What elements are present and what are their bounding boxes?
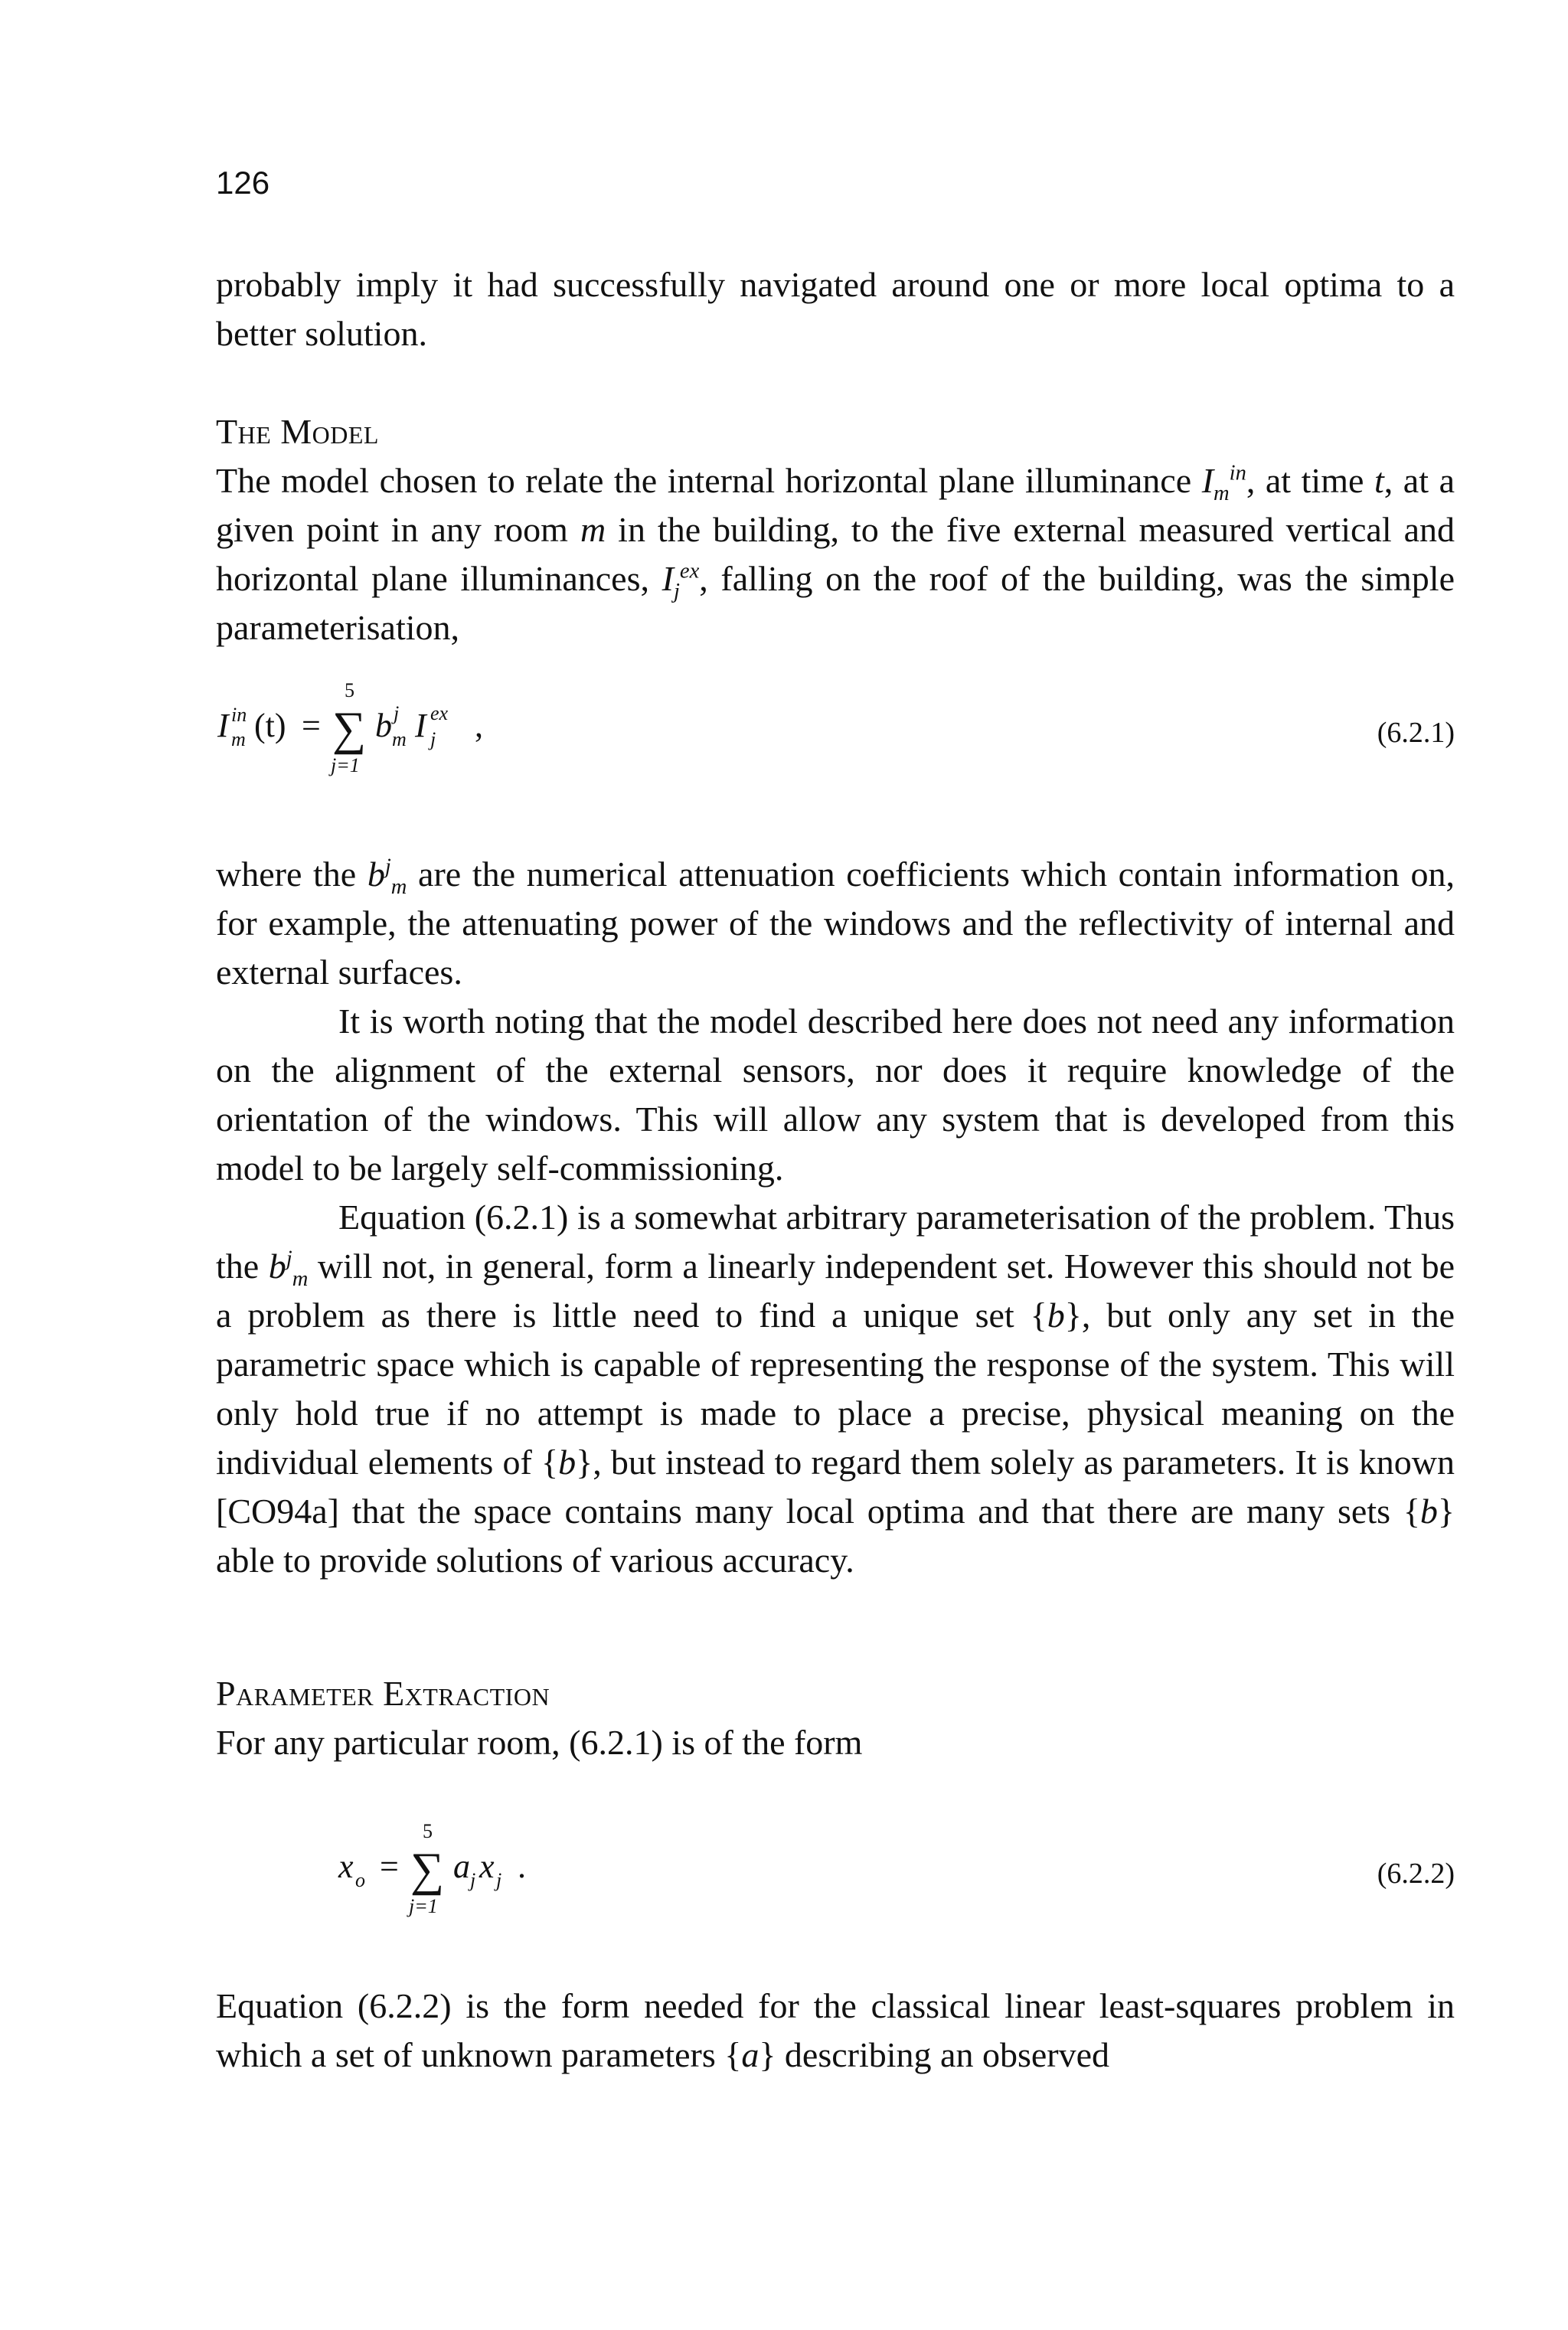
model-paragraph-3: It is worth noting that the model described here does not need any information on the alignment of the external sensors, nor does it require knowledge of the orientation of the windows. This will allow any system that is developed from this model to be largely self-commissioning. — [216, 1002, 1455, 1188]
eq1-I: I — [415, 707, 426, 744]
model-p2-text-b: are the numerical attenuation coefficients which contain information on, for example, the attenuating power of the windows and the reflectivity of internal and external surfaces. — [216, 855, 1455, 992]
eq2-x2-sub: j — [496, 1869, 502, 1891]
symbol-b-jm: $b^j_m$ — [268, 1247, 309, 1292]
equation-6-2-2-formula — [216, 1815, 752, 1945]
eq2-a: a — [453, 1848, 470, 1885]
eq2-a-sub: j — [470, 1869, 476, 1891]
eq1-sum-symbol: ∑ — [332, 703, 367, 755]
symbol-illuminance-internal: $I_m^{in}$ — [1201, 461, 1246, 506]
model-p1-text-a: The model chosen to relate the internal horizontal plane illuminance — [216, 461, 1202, 500]
eq2-x: x — [338, 1848, 354, 1885]
page-number: 126 — [216, 165, 270, 201]
symbol-illuminance-external: $I_j^{ex}$ — [662, 559, 700, 604]
equation-6-2-1 — [216, 674, 1455, 804]
symbol-attenuation-coefficient: $b^j_m$ — [367, 855, 407, 900]
eq2-sum-upper: 5 — [423, 1820, 433, 1842]
eq1-b: b — [375, 707, 392, 744]
eq1-sum-lower: j=1 — [331, 754, 360, 776]
section-heading-model: The Model — [216, 412, 379, 451]
model-p1-text-c: , at a given point in any room — [216, 461, 1455, 549]
eq2-x-sub: o — [355, 1869, 365, 1891]
symbol-time: t — [1374, 461, 1384, 500]
eq1-lhs-arg: (t) — [254, 707, 286, 744]
eq1-b-sup: j — [394, 702, 400, 724]
eq1-b-sub: m — [392, 728, 407, 750]
model-paragraph-4: Equation (6.2.1) is a somewhat arbitrary parameterisation of the problem. Thus the $b^j_m$ will not, in general, form a linearly independent set. However this should not be a problem as there is little need to find a unique set {b}, but only any set in the parametric space which is capable of representing the response of the system. This will only hold true if no attempt is made to place a precise, physical meaning on the individual elements of {b}, but instead to regard them solely as parameters. It is known [CO94a] that the space contains many local optima and that there are many sets {b} able to provide solutions of various accuracy. — [216, 1198, 1455, 1580]
symbol-room: m — [580, 510, 606, 549]
equation-number-6-2-2: (6.2.2) — [1377, 1858, 1455, 1890]
model-p1-text-d: in the building, to the five external measured vertical and horizontal plane illuminances, — [216, 510, 1455, 598]
equation-6-2-1-formula — [216, 674, 752, 804]
eq1-sum-upper: 5 — [345, 679, 354, 701]
eq2-sum-lower: j=1 — [409, 1895, 438, 1917]
equation-6-2-2 — [216, 1815, 1455, 1945]
eq1-equals: = — [302, 707, 321, 744]
eq2-x2: x — [479, 1848, 495, 1885]
equation-number-6-2-1: (6.2.1) — [1377, 717, 1455, 749]
eq2-sum-symbol: ∑ — [410, 1844, 445, 1896]
section-heading-parameter-extraction: Parameter Extraction — [216, 1674, 550, 1713]
intro-paragraph — [216, 260, 1455, 358]
eq1-lhs-symbol: I — [217, 707, 229, 744]
model-p1-text-e: , falling on the roof of the building, was the simple parameterisation, — [216, 559, 1455, 647]
param-paragraph-1: For any particular room, (6.2.1) is of the form — [216, 1723, 863, 1762]
eq1-I-sub: j — [430, 728, 436, 750]
eq1-I-sup: ex — [430, 702, 449, 724]
eq1-lhs-sup: in — [231, 704, 247, 726]
model-paragraph-1 — [216, 456, 1455, 652]
eq1-tail: , — [475, 707, 483, 744]
eq2-tail: . — [518, 1848, 526, 1885]
param-paragraph-2: Equation (6.2.2) is the form needed for the classical linear least-squares problem in which a set of unknown parameters {a} describing an observed — [216, 1986, 1455, 2074]
model-paragraph-2 — [216, 850, 1455, 1585]
symbol-a: a — [741, 2035, 760, 2074]
eq1-lhs-sub: m — [231, 728, 246, 750]
model-p2-text-a: where the — [216, 855, 368, 894]
model-p1-text-b: , at time — [1246, 461, 1374, 500]
eq2-equals: = — [380, 1848, 399, 1885]
intro-text: probably imply it had successfully navigated around one or more local optima to a better solution. — [216, 265, 1455, 353]
